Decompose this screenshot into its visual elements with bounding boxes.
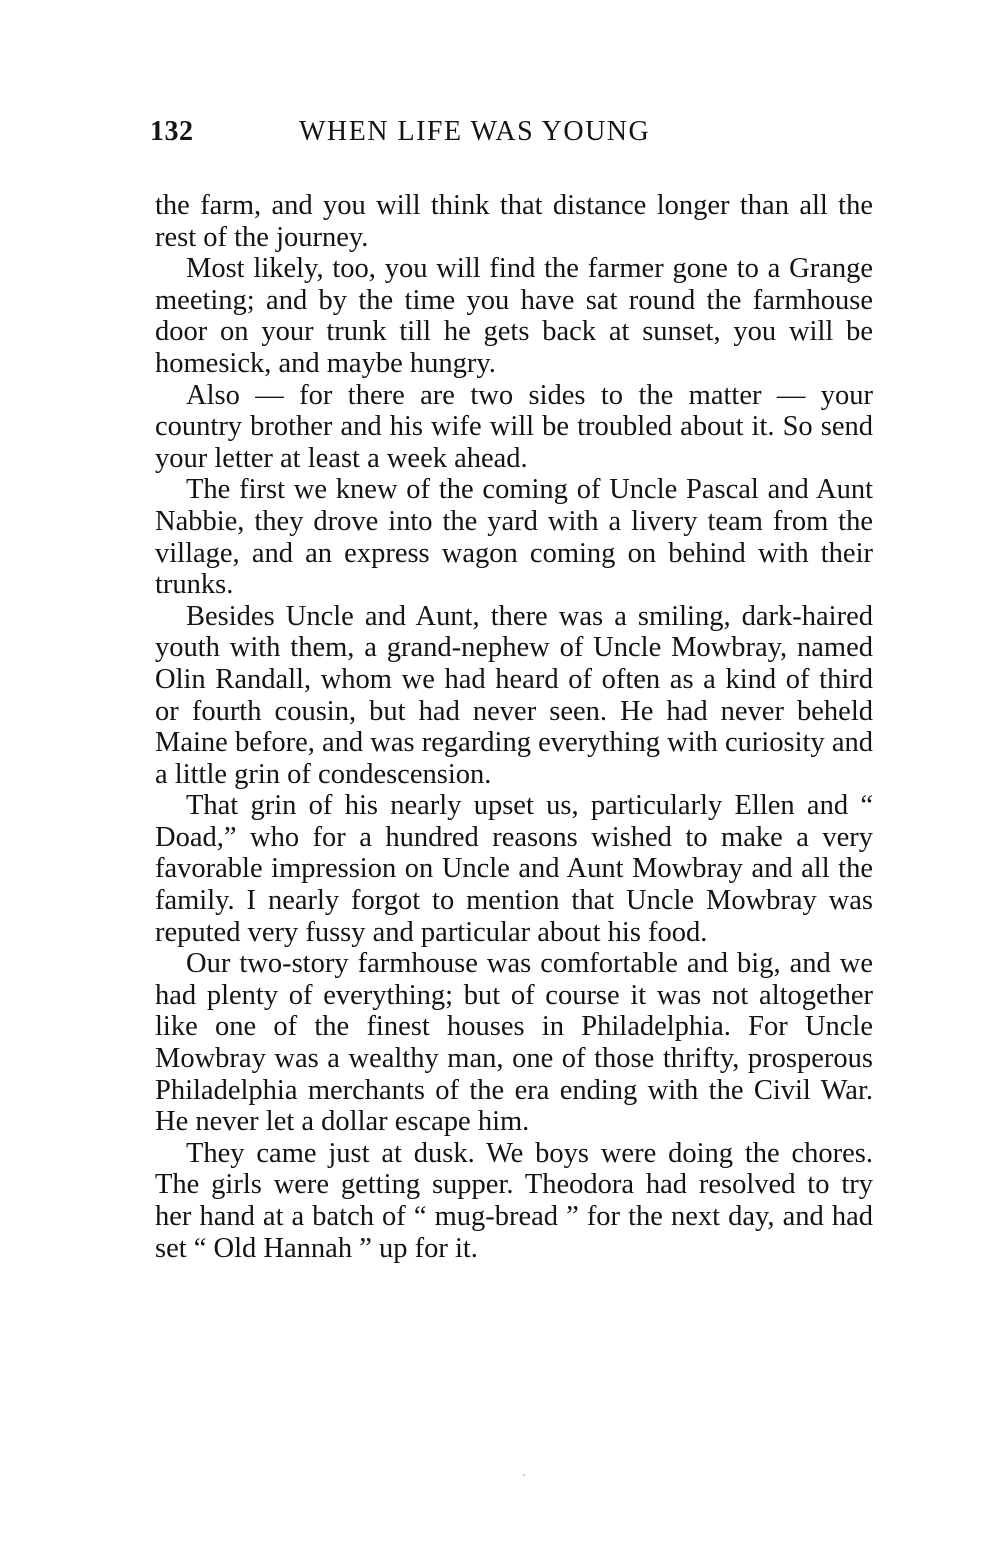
paragraph: Also — for there are two sides to the matter — your country brother and his wife will be troubled about it. So send your letter at least a week ahead. — [155, 379, 873, 474]
paragraph-continued: the farm, and you will think that distance longer than all the rest of the journey. — [155, 190, 873, 253]
paragraph: Most likely, too, you will find the farmer gone to a Grange meeting; and by the time you have sat round the farmhouse door on your trunk till he gets back at sunset, you will be homesick, and maybe hungry. — [155, 253, 873, 379]
page-number: 132 — [150, 116, 194, 147]
paragraph: That grin of his nearly upset us, particularly Ellen and “ Doad,” who for a hundred reasons wished to make a very favorable impression on Uncle and Aunt Mowbray and all the family. I nearly forgot to mention that Uncle Mowbray was reputed very fussy and particular about his food. — [155, 790, 873, 948]
paragraph: Besides Uncle and Aunt, there was a smiling, dark-haired youth with them, a grand-nephew of Uncle Mowbray, named Olin Randall, whom we had heard of often as a kind of third or fourth cousin, but had never seen. He had never beheld Maine before, and was regarding everything with curiosity and a little grin of condescension. — [155, 600, 873, 790]
body-text — [155, 190, 873, 1264]
paragraph: The first we knew of the coming of Uncle Pascal and Aunt Nabbie, they drove into the yard with a livery team from the village, and an express wagon coming on behind with their trunks. — [155, 474, 873, 601]
paper-speck — [523, 1474, 525, 1476]
paragraph: Our two-story farmhouse was comfortable and big, and we had plenty of everything; but of course it was not altogether like one of the finest houses in Philadelphia. For Uncle Mowbray was a wealthy man, one of those thrifty, prosperous Philadelphia merchants of the era ending with the Civil War. He never let a dollar escape him. — [155, 948, 873, 1138]
running-header — [150, 116, 910, 156]
paragraph: They came just at dusk. We boys were doing the chores. The girls were getting supper. Theodora had resolved to try her hand at a batch of “ mug-bread ” for the next day, and had set “ Old Hannah ” up for it. — [155, 1137, 873, 1264]
running-title: WHEN LIFE WAS YOUNG — [299, 116, 651, 147]
